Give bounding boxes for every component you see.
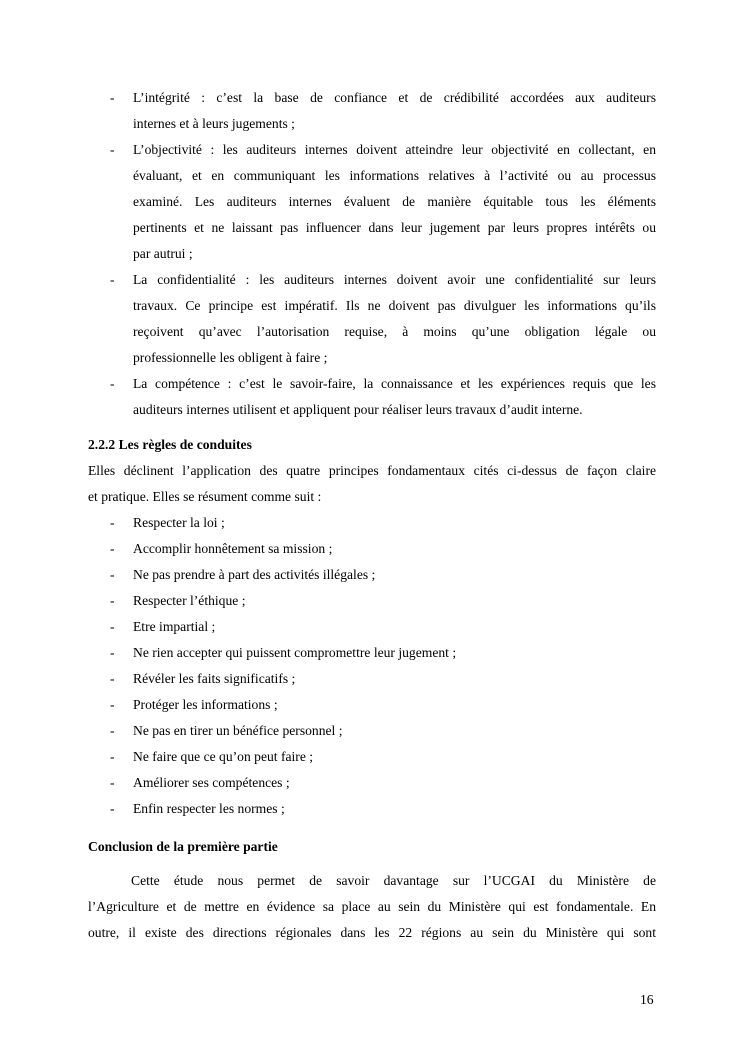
bullet-dash: - bbox=[110, 272, 115, 287]
bullet-dash: - bbox=[110, 541, 115, 556]
list-item bbox=[88, 692, 656, 718]
list-item bbox=[88, 588, 656, 614]
rule-text: Ne pas prendre à part des activités illégales ; bbox=[133, 567, 376, 582]
list-item bbox=[88, 796, 656, 822]
line: Elles déclinent l’application des quatre principes fondamentaux cités ci-dessus de façon claire bbox=[88, 463, 656, 478]
line: auditeurs internes utilisent et appliquent pour réaliser leurs travaux d’audit interne. bbox=[133, 402, 583, 417]
line: évaluant, et en communiquant les informations relatives à l’activité ou au processus bbox=[133, 168, 656, 183]
rule-text: Ne faire que ce qu’on peut faire ; bbox=[133, 749, 314, 764]
line: pertinents et ne laissant pas influencer dans leur jugement par leurs propres intérêts ou bbox=[133, 220, 656, 235]
list-item bbox=[88, 85, 656, 137]
line: par autrui ; bbox=[133, 246, 193, 261]
rule-text: Révéler les faits significatifs ; bbox=[133, 671, 296, 686]
list-item bbox=[88, 536, 656, 562]
bullet-dash: - bbox=[110, 515, 115, 530]
principles-list bbox=[88, 85, 656, 423]
rule-text: Accomplir honnêtement sa mission ; bbox=[133, 541, 333, 556]
rule-text: Respecter la loi ; bbox=[133, 515, 225, 530]
bullet-dash: - bbox=[110, 619, 115, 634]
conclusion-paragraph bbox=[88, 868, 656, 946]
bullet-dash: - bbox=[110, 567, 115, 582]
list-item bbox=[88, 718, 656, 744]
list-item bbox=[88, 510, 656, 536]
page-number: 16 bbox=[640, 992, 654, 1007]
line: l’Agriculture et de mettre en évidence sa place au sein du Ministère qui est fondamentale. En bbox=[88, 899, 656, 914]
list-item bbox=[88, 666, 656, 692]
list-item bbox=[88, 267, 656, 371]
bullet-dash: - bbox=[110, 775, 115, 790]
bullet-dash: - bbox=[110, 142, 115, 157]
rule-text: Ne rien accepter qui puissent compromettre leur jugement ; bbox=[133, 645, 457, 660]
line: examiné. Les auditeurs internes évaluent de manière équitable tous les éléments bbox=[133, 194, 656, 209]
section-heading: 2.2.2 Les règles de conduites bbox=[88, 437, 252, 452]
line: La compétence : c’est le savoir-faire, la connaissance et les expériences requis que les bbox=[133, 376, 656, 391]
section-intro bbox=[88, 458, 656, 510]
rule-text: Etre impartial ; bbox=[133, 619, 216, 634]
bullet-dash: - bbox=[110, 671, 115, 686]
list-item bbox=[88, 614, 656, 640]
line: et pratique. Elles se résument comme suit : bbox=[88, 489, 322, 504]
list-item bbox=[88, 640, 656, 666]
rule-text: Protéger les informations ; bbox=[133, 697, 278, 712]
line: L’objectivité : les auditeurs internes doivent atteindre leur objectivité en collectant, en bbox=[133, 142, 656, 157]
conclusion-heading: Conclusion de la première partie bbox=[88, 839, 278, 854]
list-item bbox=[88, 137, 656, 267]
line: reçoivent qu’avec l’autorisation requise, à moins qu’une obligation légale ou bbox=[133, 324, 656, 339]
bullet-dash: - bbox=[110, 697, 115, 712]
list-item bbox=[88, 744, 656, 770]
line: L’intégrité : c’est la base de confiance et de crédibilité accordées aux auditeurs bbox=[133, 90, 656, 105]
line: outre, il existe des directions régionales dans les 22 régions au sein du Ministère qui sont bbox=[88, 925, 656, 940]
rules-list bbox=[88, 510, 656, 822]
line: internes et à leurs jugements ; bbox=[133, 116, 295, 131]
line: travaux. Ce principe est impératif. Ils ne doivent pas divulguer les informations qu’ils bbox=[133, 298, 656, 313]
bullet-dash: - bbox=[110, 593, 115, 608]
line: Cette étude nous permet de savoir davantage sur l’UCGAI du Ministère de bbox=[131, 873, 656, 888]
bullet-dash: - bbox=[110, 376, 115, 391]
list-item bbox=[88, 371, 656, 423]
bullet-dash: - bbox=[110, 749, 115, 764]
bullet-dash: - bbox=[110, 645, 115, 660]
line: La confidentialité : les auditeurs internes doivent avoir une confidentialité sur leurs bbox=[133, 272, 656, 287]
rule-text: Ne pas en tirer un bénéfice personnel ; bbox=[133, 723, 343, 738]
line: professionnelle les obligent à faire ; bbox=[133, 350, 328, 365]
bullet-dash: - bbox=[110, 801, 115, 816]
rule-text: Respecter l’éthique ; bbox=[133, 593, 246, 608]
list-item bbox=[88, 562, 656, 588]
rule-text: Améliorer ses compétences ; bbox=[133, 775, 290, 790]
bullet-dash: - bbox=[110, 90, 115, 105]
list-item bbox=[88, 770, 656, 796]
rule-text: Enfin respecter les normes ; bbox=[133, 801, 285, 816]
bullet-dash: - bbox=[110, 723, 115, 738]
